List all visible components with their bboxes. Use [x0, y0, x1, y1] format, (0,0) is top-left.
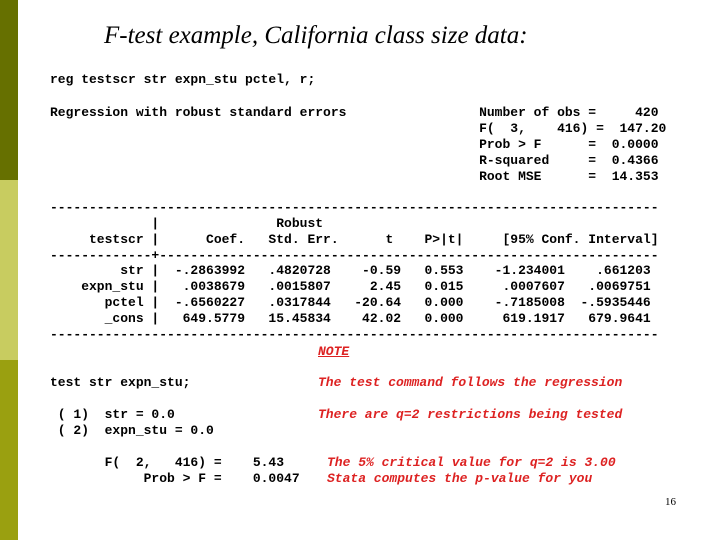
note-critical-value: The 5% critical value for q=2 is 3.00	[327, 455, 616, 470]
table-header-columns: testscr | Coef. Std. Err. t P>|t| [95% Conf. Interval]	[50, 232, 659, 247]
f-statistic-result: F( 2, 416) = 5.43	[50, 455, 285, 470]
slide-title: F-test example, California class size data:	[104, 22, 528, 49]
table-header-separator: -------------+----------------------------------------------------------------	[50, 248, 659, 263]
slide-sidebar	[0, 0, 18, 540]
regression-header-line-1: Regression with robust standard errors Number of obs = 420	[50, 105, 659, 120]
note-restrictions: There are q=2 restrictions being tested	[318, 407, 623, 422]
table-header-robust: | Robust	[50, 216, 324, 231]
page-number: 16	[665, 496, 676, 508]
regression-header-line-3: Prob > F = 0.0000	[50, 137, 659, 152]
table-row-expn-stu: expn_stu | .0038679 .0015807 2.45 0.015 .0007607 .0069751	[50, 279, 651, 294]
table-bottom-rule: ------------------------------------------------------------------------------	[50, 327, 659, 342]
test-command: test str expn_stu;	[50, 375, 191, 390]
table-top-rule: ------------------------------------------------------------------------------	[50, 200, 659, 215]
sidebar-band-bottom	[0, 360, 18, 540]
regression-header-line-2: F( 3, 416) = 147.20	[50, 121, 667, 136]
regress-command: reg testscr str expn_stu pctel, r;	[50, 72, 316, 87]
regression-header-line-5: Root MSE = 14.353	[50, 169, 659, 184]
table-row-pctel: pctel | -.6560227 .0317844 -20.64 0.000 -.7185008 -.5935446	[50, 295, 651, 310]
sidebar-band-middle	[0, 180, 18, 360]
note-test-command: The test command follows the regression	[318, 375, 623, 390]
p-value-result: Prob > F = 0.0047	[50, 471, 300, 486]
note-heading: NOTE	[318, 344, 350, 359]
table-row-str: str | -.2863992 .4820728 -0.59 0.553 -1.234001 .661203	[50, 263, 651, 278]
note-p-value: Stata computes the p-value for you	[327, 471, 593, 486]
table-row-cons: _cons | 649.5779 15.45834 42.02 0.000 619.1917 679.9641	[50, 311, 651, 326]
sidebar-band-top	[0, 0, 18, 180]
restriction-2: ( 2) expn_stu = 0.0	[50, 423, 214, 438]
restriction-1: ( 1) str = 0.0	[50, 407, 175, 422]
regression-header-line-4: R-squared = 0.4366	[50, 153, 659, 168]
